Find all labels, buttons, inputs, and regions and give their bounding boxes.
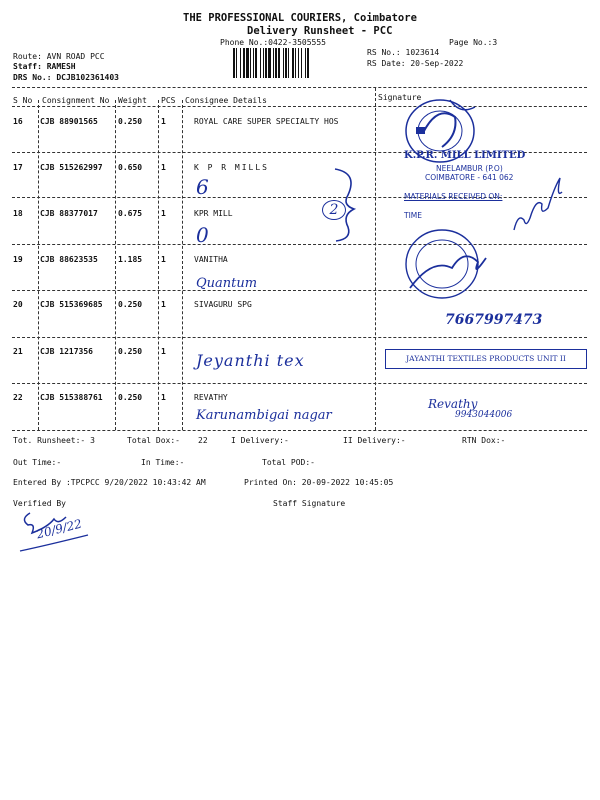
jayanthi-stamp (385, 349, 587, 369)
col-consignee: Consignee Details (185, 96, 267, 105)
staff-signature: Staff Signature (273, 499, 346, 508)
jayanthi-stamp-text: JAYANTHI TEXTILES PRODUCTS UNIT II (406, 354, 566, 363)
barcode-bar (307, 48, 309, 78)
barcode-bar (253, 48, 254, 78)
barcode-bar (236, 48, 237, 78)
route: Route: AVN ROAD PCC (13, 52, 105, 61)
row-rule (12, 244, 587, 245)
handwritten-circled-number: 2 (322, 200, 346, 220)
row-sno: 20 (13, 300, 23, 309)
barcode-bar (292, 48, 294, 78)
col-divider (115, 100, 116, 430)
handwritten-note: Karunambigai nagar (196, 408, 332, 423)
row-consignment: CJB 515369685 (40, 300, 103, 309)
runsheet-title: Delivery Runsheet - PCC (247, 25, 393, 37)
barcode-bar (283, 48, 284, 78)
total-pod: Total POD:- (262, 458, 315, 467)
row-consignment: CJB 1217356 (40, 347, 93, 356)
row-weight: 0.250 (118, 393, 143, 402)
kpr-stamp-place: NEELAMBUR (P.O) (436, 164, 503, 173)
kpr-stamp-time: TIME (404, 211, 423, 220)
row-consignment: CJB 88377017 (40, 209, 98, 218)
row-sno: 22 (13, 393, 23, 402)
barcode-bar (260, 48, 261, 78)
row-rule (12, 290, 587, 291)
row-rule (12, 383, 587, 384)
col-divider (38, 100, 39, 430)
row-weight: 0.250 (118, 300, 143, 309)
row-consignment: CJB 88901565 (40, 117, 98, 126)
row-pcs: 1 (161, 347, 166, 356)
page-number: Page No.:3 (449, 38, 498, 47)
barcode-bar (233, 48, 235, 78)
row-rule (12, 430, 587, 431)
verified-date: 20/9/22 (34, 516, 84, 542)
row-weight: 1.185 (118, 255, 143, 264)
round-seal (402, 228, 492, 308)
company-name: THE PROFESSIONAL COURIERS, Coimbatore (183, 12, 417, 24)
i-delivery: I Delivery:- (231, 436, 289, 445)
out-time: Out Time:- (13, 458, 62, 467)
handwritten-note: Jeyanthi tex (196, 351, 305, 370)
row-sno: 17 (13, 163, 23, 172)
barcode-bar (275, 48, 277, 78)
row-consignee: KPR MILL (194, 209, 233, 218)
barcode-bar (288, 48, 289, 78)
kpr-stamp-received: MATERIALS RECEIVED ON: (404, 192, 503, 201)
barcode-bar (240, 48, 241, 78)
row-sno: 18 (13, 209, 23, 218)
handwritten-phone: 7667997473 (445, 312, 543, 328)
handwritten-note: Quantum (196, 276, 258, 291)
col-divider (182, 100, 183, 430)
barcode-bar (305, 48, 306, 78)
barcode-bar (243, 48, 245, 78)
row-weight: 0.250 (118, 347, 143, 356)
row-sno: 21 (13, 347, 23, 356)
drs-number: DRS No.: DCJB102361403 (13, 73, 119, 82)
total-dox-value: 22 (198, 436, 208, 445)
barcode-bar (250, 48, 251, 78)
staff: Staff: RAMESH (13, 62, 76, 71)
row-rule (12, 337, 587, 338)
row-consignee: SIVAGURU SPG (194, 300, 252, 309)
row-pcs: 1 (161, 393, 166, 402)
row-sno: 16 (13, 117, 23, 126)
row-pcs: 1 (161, 300, 166, 309)
row-weight: 0.675 (118, 209, 143, 218)
barcode-bar (301, 48, 302, 78)
col-sno: S No (13, 96, 33, 105)
col-pcs: PCS (161, 96, 176, 105)
col-divider (375, 88, 376, 430)
barcode-bar (295, 48, 296, 78)
barcode-bar (246, 48, 249, 78)
barcode-bar (255, 48, 257, 78)
row-consignment: CJB 88623535 (40, 255, 98, 264)
header-top-rule (12, 87, 587, 88)
col-divider (158, 100, 159, 430)
rs-date: RS Date: 20-Sep-2022 (367, 59, 464, 68)
barcode-bar (298, 48, 299, 78)
barcode-bar (273, 48, 274, 78)
handwritten-signature: Revathy (428, 397, 478, 411)
row-pcs: 1 (161, 209, 166, 218)
row-weight: 0.650 (118, 163, 143, 172)
ii-delivery: II Delivery:- (343, 436, 406, 445)
kpr-stamp-city: COIMBATORE - 641 062 (425, 173, 514, 182)
row-consignee: REVATHY (194, 393, 228, 402)
handwritten-note: 0 (196, 223, 209, 247)
barcode-bar (265, 48, 267, 78)
rtn-dox: RTN Dox:- (462, 436, 506, 445)
handwritten-phone: 9943044006 (455, 410, 513, 420)
col-signature: Signature (378, 93, 422, 102)
tot-runsheet: Tot. Runsheet:- 3 (13, 436, 95, 445)
row-pcs: 1 (161, 163, 166, 172)
row-consignment: CJB 515262997 (40, 163, 103, 172)
entered-by: Entered By :TPCPCC 9/20/2022 10:43:42 AM (13, 478, 206, 487)
handwritten-note: 6 (196, 175, 209, 199)
row-weight: 0.250 (118, 117, 143, 126)
signature-scribble (510, 168, 570, 238)
col-consignment: Consignment No (42, 96, 110, 105)
row-consignment: CJB 515388761 (40, 393, 103, 402)
barcode-bar (278, 48, 280, 78)
row-consignee: K P R MILLS (194, 163, 269, 172)
header-bottom-rule (12, 106, 587, 107)
row-consignee: ROYAL CARE SUPER SPECIALTY HOS (194, 117, 339, 126)
barcode-bar (285, 48, 287, 78)
rs-number: RS No.: 1023614 (367, 48, 440, 57)
row-sno: 19 (13, 255, 23, 264)
printed-on: Printed On: 20-09-2022 10:45:05 (244, 478, 394, 487)
row-pcs: 1 (161, 117, 166, 126)
row-consignee: VANITHA (194, 255, 228, 264)
total-dox-label: Total Dox:- (127, 436, 180, 445)
barcode (233, 48, 358, 78)
verified-by: Verified By (13, 499, 66, 508)
barcode-bar (268, 48, 271, 78)
phone-number: Phone No.:0422-3505555 (220, 38, 326, 47)
row-pcs: 1 (161, 255, 166, 264)
in-time: In Time:- (141, 458, 185, 467)
barcode-bar (263, 48, 264, 78)
col-weight: Weight (118, 96, 147, 105)
bracket-mark (330, 165, 360, 245)
kpr-stamp-name: K.P.R. MILL LIMITED (404, 150, 526, 161)
